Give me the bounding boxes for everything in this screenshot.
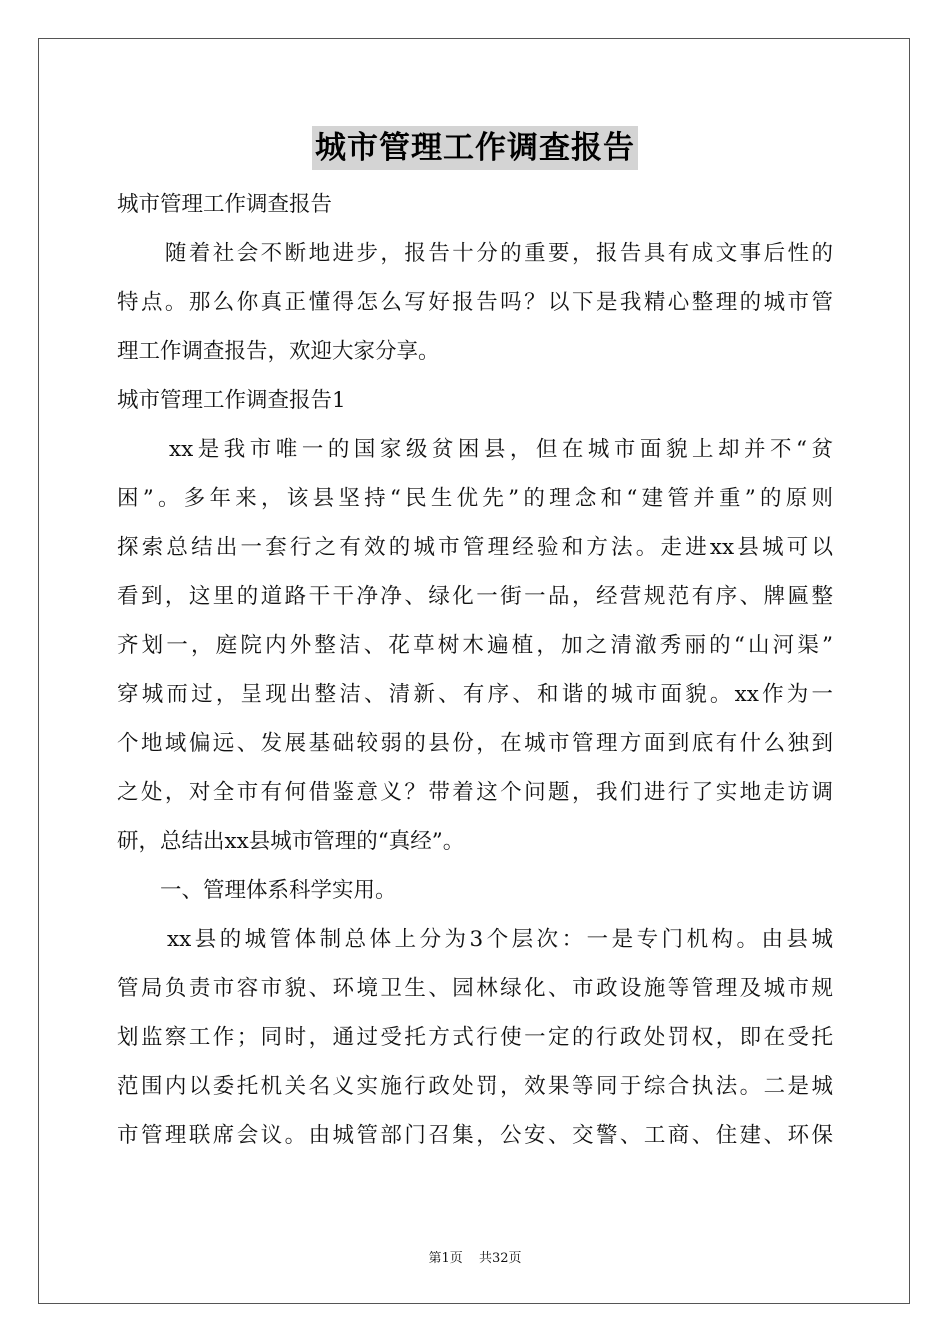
body-line: 随着社会不断地进步，报告十分的重要，报告具有成文事后性的 [117,241,833,266]
page-footer [0,1247,950,1266]
body-line: 个地域偏远、发展基础较弱的县份，在城市管理方面到底有什么独到 [117,731,833,756]
document-body [117,180,833,1160]
body-line: 城市管理工作调查报告1 [117,388,346,413]
body-line: 范围内以委托机关名义实施行政处罚，效果等同于综合执法。二是城 [117,1074,833,1099]
body-line: xx是我市唯一的国家级贫困县，但在城市面貌上却并不“贫 [117,437,833,462]
body-line: 探索总结出一套行之有效的城市管理经验和方法。走进xx县城可以 [117,535,833,560]
body-line: 一、管理体系科学实用。 [117,878,397,903]
body-line: 之处，对全市有何借鉴意义？带着这个问题，我们进行了实地走访调 [117,780,833,805]
title-block [0,126,950,170]
body-line: xx县的城管体制总体上分为3个层次：一是专门机构。由县城 [117,927,833,952]
body-line: 齐划一，庭院内外整洁、花草树木遍植，加之清澈秀丽的“山河渠” [117,633,833,658]
body-line: 看到，这里的道路干干净净、绿化一街一品，经营规范有序、牌匾整 [117,584,833,609]
body-line: 市管理联席会议。由城管部门召集，公安、交警、工商、住建、环保 [117,1123,833,1148]
body-line: 管局负责市容市貌、环境卫生、园林绿化、市政设施等管理及城市规 [117,976,833,1001]
body-line: 城市管理工作调查报告 [117,192,333,217]
body-line: 特点。那么你真正懂得怎么写好报告吗？以下是我精心整理的城市管 [117,290,833,315]
document-title: 城市管理工作调查报告 [312,126,638,170]
body-line: 困”。多年来，该县坚持“民生优先”的理念和“建管并重”的原则 [117,486,833,511]
page-count: 共32页 [478,1251,522,1266]
body-line: 划监察工作；同时，通过受托方式行使一定的行政处罚权，即在受托 [117,1025,833,1050]
body-line: 理工作调查报告，欢迎大家分享。 [117,339,440,364]
page-number: 第1页 [428,1251,463,1266]
body-line: 穿城而过，呈现出整洁、清新、有序、和谐的城市面貌。xx作为一 [117,682,833,707]
body-line: 研，总结出xx县城市管理的“真经”。 [117,829,465,854]
